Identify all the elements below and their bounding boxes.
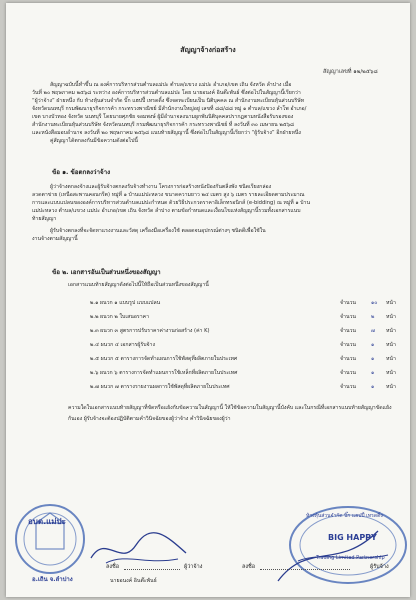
- clause-1-line: ผู้ว่าจ้างตกลงจ้างและผู้รับจ้างตกลงรับจ้างทำงาน โครงการก่อสร้างหนังป้องกันตลิ่งพัง ชนิดเรียงกล่อง: [50, 184, 272, 190]
- intro-line: และหนังสือมอบอำนาจ ลงวันที่ ๒๐ พฤษภาคม ๒๕๖๘ แนบท้ายสัญญานี้ ซึ่งต่อไปในสัญญานี้เรียกว่า “ผู้รับจ้าง” อีกฝ่ายหนึ่ง: [32, 130, 301, 136]
- attachment-row: [90, 383, 396, 392]
- signer-name-left: นายอนงค์ อินต๊ะพันธ์: [110, 578, 157, 584]
- attachment-name: ๒.๖ ผนวก ๖ ตารางการจัดทำแผนการใช้เหล็กที่ผลิตภายในประเทศ: [90, 370, 238, 376]
- clause-2-lead: เอกสารแนบท้ายสัญญาดังต่อไปนี้ให้ถือเป็นส่วนหนึ่งของสัญญานี้: [68, 282, 209, 288]
- attachment-unit: หน้า: [386, 300, 396, 306]
- intro-line: สัญญาฉบับนี้ทำขึ้น ณ องค์การบริหารส่วนตำบลแม่ปะ ตำบล/แขวง แม่ปะ อำเภอ/เขต เถิน จังหวัด ลำปาง เมื่อ: [50, 82, 292, 88]
- attachment-row: [90, 369, 396, 378]
- intro-line: เขต บางบัวทอง จังหวัด นนทบุรี โดยนายศุภชัย จอมพงษ์ ผู้มีอำนาจลงนามผูกพันนิติบุคคลปรากฏตามหนังสือรับรองของ: [32, 114, 294, 120]
- attachment-unit: หน้า: [386, 356, 396, 362]
- attachment-pages: ๑: [371, 342, 375, 348]
- company-seal-english: Trading Limited Partnership: [316, 555, 385, 561]
- document-title: สัญญาจ้างก่อสร้าง: [180, 46, 236, 54]
- attachment-name: ๒.๑ ผนวก ๑ แบบรูป แบบแปลน: [90, 300, 161, 306]
- clause-1-title: ข้อ ๑. ข้อตกลงว่าจ้าง: [52, 169, 111, 176]
- clause-1-line: การและแบบแปลนขององค์การบริหารส่วนตำบลแม่ปะกำหนด ด้วยวิธีประกวดราคาอิเล็กทรอนิกส์ (e-bidding) ณ หมู่ที่ ๑ บ้าน: [32, 200, 311, 206]
- attachment-pages: ๑: [371, 356, 375, 362]
- intro-line: “ผู้ว่าจ้าง” ฝ่ายหนึ่ง กับ ห้างหุ้นส่วนจำกัด บิ๊ก แฮปปี้ เทรดดิ้ง ซึ่งจดทะเบียนเป็น นิติบุคคล ณ สำนักงานทะเบียนหุ้นส่วนบริษัท: [32, 98, 305, 104]
- company-seal-logo: BIG HAPPY: [328, 533, 377, 542]
- party-label-contractor: ผู้รับจ้าง: [370, 564, 389, 570]
- clause-1-line: ลวดตาข่าย (เหนือสะพานคอนกรีต) หมู่ที่ ๑ บ้านแม่ปะหลวง ขนาดความยาว ๒๔ เมตร สูง ๖ เมตร รายละเอียดตามประมาณ: [32, 192, 305, 198]
- attachment-count-label: จำนวน: [340, 384, 356, 390]
- attachment-row: [90, 327, 396, 336]
- attachment-row: [90, 355, 396, 364]
- company-seal-name: ห้างหุ้นส่วนจำกัด บิ๊ก แฮปปี้ เทรดดิ้ง: [306, 513, 383, 519]
- attachment-count-label: จำนวน: [340, 356, 356, 362]
- attachment-pages: ๒: [371, 314, 375, 320]
- clause-2-title: ข้อ ๒. เอกสารอันเป็นส่วนหนึ่งของสัญญา: [52, 269, 161, 276]
- attachment-name: ๒.๗ ผนวก ๗ ตารางรายงานผลการใช้พัสดุที่ผลิตภายในประเทศ: [90, 384, 230, 390]
- handwritten-signature-left-icon: [86, 523, 196, 573]
- attachment-unit: หน้า: [386, 370, 396, 376]
- clause-1-line: ผู้รับจ้างตกลงที่จะจัดหาแรงงานและวัสดุ เครื่องมือเครื่องใช้ ตลอดจนอุปกรณ์ต่างๆ ชนิดดีเพื่อใช้ใน: [50, 228, 266, 234]
- attachment-row: [90, 313, 396, 322]
- clause-1-line: แม่ปะหลวง ตำบล/แขวง แม่ปะ อำเภอ/เขต เถิน จังหวัด ลำปาง ตามข้อกำหนดและเงื่อนไขแห่งสัญญานี้รวมทั้งเอกสารแนบ: [32, 208, 301, 214]
- intro-line: วันที่ ๒๐ พฤษภาคม ๒๕๖๘ ระหว่าง องค์การบริหารส่วนตำบลแม่ปะ โดย นายอนงค์ อินต๊ะพันธ์ ซึ่งต่อไปในสัญญานี้เรียกว่า: [32, 90, 301, 96]
- attachment-name: ๒.๒ ผนวก ๒ ใบเสนอราคา: [90, 314, 150, 320]
- attachment-unit: หน้า: [386, 328, 396, 334]
- signature-line-left: [124, 569, 180, 570]
- attachment-name: ๒.๕ ผนวก ๕ ตารางการจัดทำแผนการใช้พัสดุที่ผลิตภายในประเทศ: [90, 356, 238, 362]
- intro-line: จังหวัดนนทบุรี กรมพัฒนาธุรกิจการค้า กระทรวงพาณิชย์ มีสำนักงานใหญ่อยู่ เลขที่ ๘๘/๘๘ หมู่ ๑ ตำบล/แขวง ลำโพ อำเภอ/: [32, 106, 307, 112]
- seal-text-bottom: อ.เถิน จ.ลำปาง: [32, 576, 73, 583]
- attachment-name: ๒.๔ ผนวก ๔ เอกสารผู้รับจ้าง: [90, 342, 156, 348]
- attachment-pages: ๑: [371, 384, 375, 390]
- attachment-pages: ๑๐: [371, 300, 378, 306]
- attachment-pages: ๗: [371, 328, 375, 334]
- party-label-employer: ผู้ว่าจ้าง: [184, 564, 203, 570]
- attachment-unit: หน้า: [386, 314, 396, 320]
- signature-line-right: [260, 569, 350, 570]
- attachment-row: [90, 341, 396, 350]
- attachment-row: [90, 299, 396, 308]
- seal-text-top: อบต.แม่ปะ: [28, 517, 66, 526]
- attachment-pages: ๑: [371, 370, 375, 376]
- attachment-unit: หน้า: [386, 342, 396, 348]
- sign-prefix-left: ลงชื่อ: [106, 564, 120, 570]
- clause-1-line: งานจ้างตามสัญญานี้: [32, 236, 78, 242]
- intro-line: สำนักงานทะเบียนหุ้นส่วนบริษัท จังหวัดนนทบุรี กรมพัฒนาธุรกิจการค้า กระทรวงพาณิชย์ ที่ ลงวันที่ ๓๐ เมษายน ๒๕๖๘: [32, 122, 294, 128]
- organization-seal-icon: [10, 499, 90, 581]
- intro-line: คู่สัญญาได้ตกลงกันมีข้อความดังต่อไปนี้: [50, 138, 138, 144]
- contract-number: สัญญาเลขที่ ๑๒/๒๕๖๘: [323, 69, 378, 75]
- sign-prefix-right: ลงชื่อ: [242, 564, 256, 570]
- attachment-count-label: จำนวน: [340, 314, 356, 320]
- attachment-name: ๒.๓ ผนวก ๓ สูตรการปรับราคาค่างานก่อสร้าง (ค่า K): [90, 328, 210, 334]
- contract-page: [6, 3, 410, 597]
- attachment-unit: หน้า: [386, 384, 396, 390]
- attachment-count-label: จำนวน: [340, 370, 356, 376]
- attachment-count-label: จำนวน: [340, 300, 356, 306]
- attachment-count-label: จำนวน: [340, 328, 356, 334]
- clause-2-tail: ความใดในเอกสารแนบท้ายสัญญาที่ขัดหรือแย้งกับข้อความในสัญญานี้ ให้ใช้ข้อความในสัญญานี้บังคับ และในกรณีที่เอกสารแนบท้ายสัญญาขัดแย้งกันเอง ผู้รับจ้างจะต้องปฏิบัติตามคำวินิจฉัยของผู้ว่าจ้าง คำวินิจฉัยของผู้ว่า: [68, 405, 392, 422]
- attachment-count-label: จำนวน: [340, 342, 356, 348]
- clause-1-line: ท้ายสัญญา: [32, 216, 57, 222]
